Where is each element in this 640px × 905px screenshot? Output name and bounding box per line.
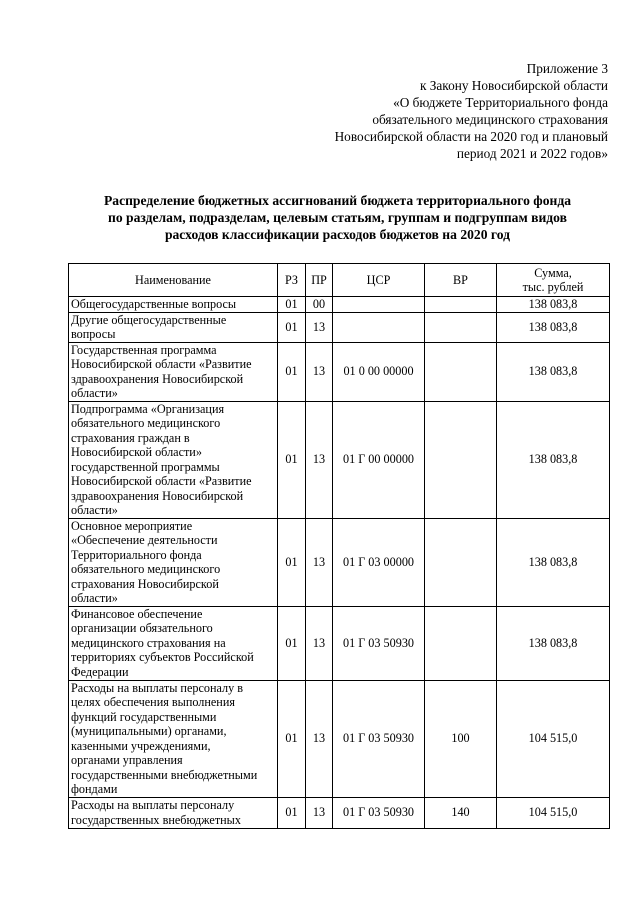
cell-rz: 01 bbox=[278, 606, 306, 680]
cell-name-line: медицинского страхования на bbox=[71, 635, 226, 650]
cell-name-line: казенными учреждениями, bbox=[71, 738, 211, 753]
header-csr: ЦСР bbox=[333, 264, 425, 297]
cell-name-line: Подпрограмма «Организация bbox=[71, 401, 225, 416]
cell-rz: 01 bbox=[278, 342, 306, 401]
annex-line: Приложение 3 bbox=[526, 61, 608, 76]
cell-pr: 00 bbox=[306, 297, 333, 313]
cell-name-line: Общегосударственные вопросы bbox=[71, 297, 237, 311]
cell-sum: 138 083,8 bbox=[497, 342, 610, 401]
cell-vr bbox=[425, 342, 497, 401]
cell-pr: 13 bbox=[306, 680, 333, 797]
cell-name bbox=[69, 606, 278, 680]
cell-name-line: области» bbox=[71, 503, 118, 517]
cell-name bbox=[69, 297, 278, 313]
header-sum bbox=[497, 264, 610, 297]
cell-name bbox=[69, 680, 278, 797]
cell-sum: 138 083,8 bbox=[497, 401, 610, 518]
cell-name-line: (муниципальными) органами, bbox=[71, 724, 227, 738]
header-name: Наименование bbox=[69, 264, 278, 297]
cell-csr: 01 Г 03 50930 bbox=[333, 606, 425, 680]
document-title bbox=[60, 192, 615, 243]
header-row bbox=[69, 264, 610, 297]
annex-reference bbox=[228, 60, 608, 162]
cell-name-line: государственных внебюджетных bbox=[71, 812, 241, 827]
cell-vr bbox=[425, 312, 497, 342]
cell-name-line: области» bbox=[71, 591, 118, 605]
cell-csr bbox=[333, 297, 425, 313]
cell-name-line: организации обязательного bbox=[71, 621, 213, 636]
cell-name-line: Основное мероприятие bbox=[71, 518, 193, 533]
table-row bbox=[69, 606, 610, 680]
cell-sum: 138 083,8 bbox=[497, 606, 610, 680]
cell-csr: 01 Г 03 50930 bbox=[333, 797, 425, 828]
title-line: Распределение бюджетных ассигнований бюджета территориального фонда bbox=[103, 193, 572, 208]
cell-rz: 01 bbox=[278, 297, 306, 313]
cell-name-line: страхования граждан в bbox=[71, 430, 190, 445]
cell-name-line: Финансовое обеспечение bbox=[71, 606, 203, 621]
cell-name-line: Новосибирской области «Развитие bbox=[71, 357, 252, 371]
cell-name-line: государственной программы bbox=[71, 459, 220, 474]
cell-pr: 13 bbox=[306, 312, 333, 342]
cell-csr: 01 Г 03 00000 bbox=[333, 518, 425, 606]
cell-name-line: здравоохранения Новосибирской bbox=[71, 371, 244, 386]
cell-csr bbox=[333, 312, 425, 342]
cell-name-line: обязательного медицинского bbox=[71, 416, 221, 430]
cell-name-line: фондами bbox=[71, 782, 118, 796]
cell-rz: 01 bbox=[278, 518, 306, 606]
cell-pr: 13 bbox=[306, 606, 333, 680]
cell-name-line: целях обеспечения выполнения bbox=[71, 695, 235, 709]
table-row bbox=[69, 342, 610, 401]
cell-name-line: обязательного медицинского bbox=[71, 562, 221, 576]
annex-line: к Закону Новосибирской области bbox=[419, 78, 608, 93]
cell-rz: 01 bbox=[278, 401, 306, 518]
cell-sum: 138 083,8 bbox=[497, 518, 610, 606]
table-header bbox=[69, 264, 610, 297]
cell-name-line: здравоохранения Новосибирской bbox=[71, 488, 244, 503]
cell-sum: 138 083,8 bbox=[497, 312, 610, 342]
cell-name-line: Федерации bbox=[71, 664, 129, 679]
cell-name-line: Новосибирской области «Развитие bbox=[71, 474, 252, 488]
table-row bbox=[69, 312, 610, 342]
cell-csr: 01 0 00 00000 bbox=[333, 342, 425, 401]
cell-vr bbox=[425, 518, 497, 606]
cell-vr bbox=[425, 606, 497, 680]
header-rz: РЗ bbox=[278, 264, 306, 297]
cell-name-line: вопросы bbox=[71, 327, 116, 341]
annex-line: «О бюджете Территориального фонда bbox=[393, 95, 608, 110]
cell-pr: 13 bbox=[306, 518, 333, 606]
header-vr: ВР bbox=[425, 264, 497, 297]
cell-name-line: органами управления bbox=[71, 753, 183, 767]
cell-name-line: области» bbox=[71, 386, 118, 400]
table-row bbox=[69, 797, 610, 828]
table-body bbox=[69, 297, 610, 829]
title-line: расходов классификации расходов бюджетов на 2020 год bbox=[164, 227, 511, 242]
cell-name-line: Другие общегосударственные bbox=[71, 312, 227, 327]
cell-name-line: государственными внебюджетными bbox=[71, 767, 258, 782]
cell-csr: 01 Г 00 00000 bbox=[333, 401, 425, 518]
cell-sum: 104 515,0 bbox=[497, 680, 610, 797]
cell-name bbox=[69, 518, 278, 606]
cell-name bbox=[69, 342, 278, 401]
header-pr: ПР bbox=[306, 264, 333, 297]
cell-vr bbox=[425, 401, 497, 518]
annex-line: Новосибирской области на 2020 год и плановый bbox=[334, 129, 608, 144]
table-row bbox=[69, 297, 610, 313]
cell-sum: 138 083,8 bbox=[497, 297, 610, 313]
header-sum-line: тыс. рублей bbox=[522, 280, 584, 294]
cell-name-line: Новосибирской области» bbox=[71, 445, 202, 459]
cell-vr: 140 bbox=[425, 797, 497, 828]
cell-name-line: страхования Новосибирской bbox=[71, 576, 219, 591]
cell-name-line: Государственная программа bbox=[71, 342, 217, 357]
title-line: по разделам, подразделам, целевым статьям, группам и подгруппам видов bbox=[108, 210, 567, 225]
cell-vr bbox=[425, 297, 497, 313]
table-row bbox=[69, 680, 610, 797]
cell-name-line: «Обеспечение деятельности bbox=[71, 533, 218, 547]
cell-pr: 13 bbox=[306, 401, 333, 518]
header-sum-line: Сумма, bbox=[534, 266, 572, 280]
cell-name-line: Расходы на выплаты персоналу в bbox=[71, 680, 243, 695]
cell-name-line: территориях субъектов Российской bbox=[71, 650, 254, 665]
cell-name-line: Территориального фонда bbox=[71, 547, 202, 562]
cell-sum: 104 515,0 bbox=[497, 797, 610, 828]
cell-name bbox=[69, 312, 278, 342]
budget-table bbox=[68, 263, 610, 829]
cell-name bbox=[69, 797, 278, 828]
cell-vr: 100 bbox=[425, 680, 497, 797]
cell-rz: 01 bbox=[278, 797, 306, 828]
cell-name-line: Расходы на выплаты персоналу bbox=[71, 798, 235, 812]
cell-rz: 01 bbox=[278, 680, 306, 797]
cell-name-line: функций государственными bbox=[71, 709, 217, 724]
annex-line: обязательного медицинского страхования bbox=[372, 112, 608, 127]
cell-pr: 13 bbox=[306, 797, 333, 828]
annex-line: период 2021 и 2022 годов» bbox=[456, 146, 608, 161]
cell-pr: 13 bbox=[306, 342, 333, 401]
table-row bbox=[69, 518, 610, 606]
table-row bbox=[69, 401, 610, 518]
cell-rz: 01 bbox=[278, 312, 306, 342]
cell-csr: 01 Г 03 50930 bbox=[333, 680, 425, 797]
cell-name bbox=[69, 401, 278, 518]
